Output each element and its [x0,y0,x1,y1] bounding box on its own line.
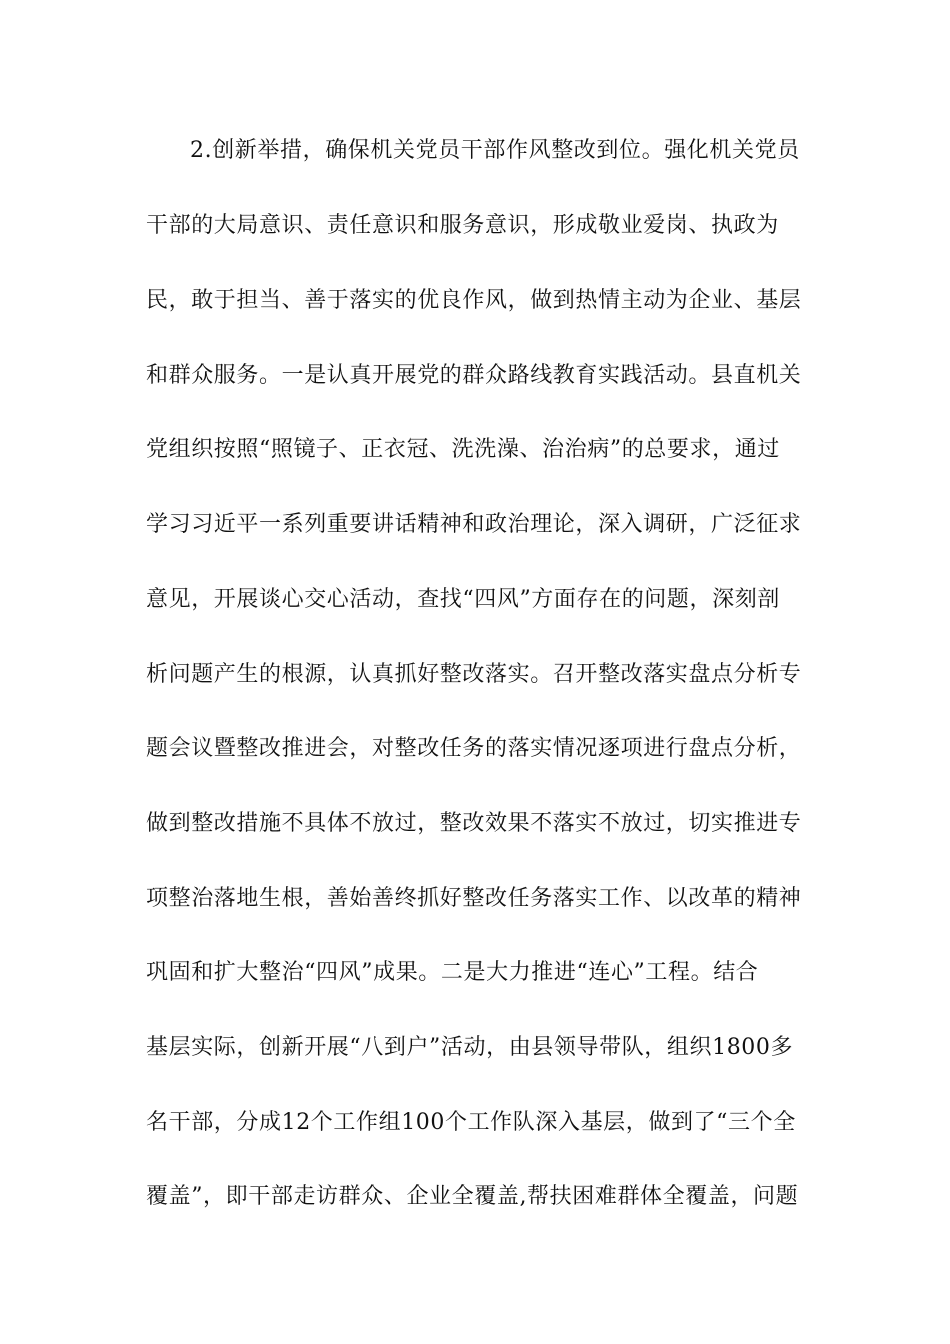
paragraph-line: 基层实际，创新开展“八到户”活动，由县领导带队，组织1800多 [146,1035,794,1060]
paragraph-line: 覆盖”，即干部走访群众、企业全覆盖,帮扶困难群体全覆盖，问题 [146,1184,799,1209]
paragraph-line: 做到整改措施不具体不放过，整改效果不落实不放过，切实推进专 [146,811,802,836]
paragraph-line: 项整治落地生根，善始善终抓好整改任务落实工作、以改革的精神 [146,886,802,911]
paragraph-line: 巩固和扩大整治“四风”成果。二是大力推进“连心”工程。结合 [146,960,759,985]
paragraph-line: 2.创新举措，确保机关党员干部作风整改到位。强化机关党员 [190,138,800,163]
paragraph-line: 干部的大局意识、责任意识和服务意识，形成敬业爱岗、执政为 [146,213,779,238]
paragraph-line: 名干部，分成12个工作组100个工作队深入基层，做到了“三个全 [146,1110,796,1135]
paragraph-line: 学习习近平一系列重要讲话精神和政治理论，深入调研，广泛征求 [146,512,802,537]
paragraph-line: 和群众服务。一是认真开展党的群众路线教育实践活动。县直机关 [146,363,802,388]
paragraph-line: 析问题产生的根源，认真抓好整改落实。召开整改落实盘点分析专 [146,662,802,687]
paragraph-line: 民，敢于担当、善于落实的优良作风，做到热情主动为企业、基层 [146,288,802,313]
paragraph-line: 党组织按照“照镜子、正衣冠、洗洗澡、治治病”的总要求，通过 [146,437,780,462]
paragraph-line: 意见，开展谈心交心活动，查找“四风”方面存在的问题，深刻剖 [146,587,780,612]
paragraph-line: 题会议暨整改推进会，对整改任务的落实情况逐项进行盘点分析， [146,736,802,761]
